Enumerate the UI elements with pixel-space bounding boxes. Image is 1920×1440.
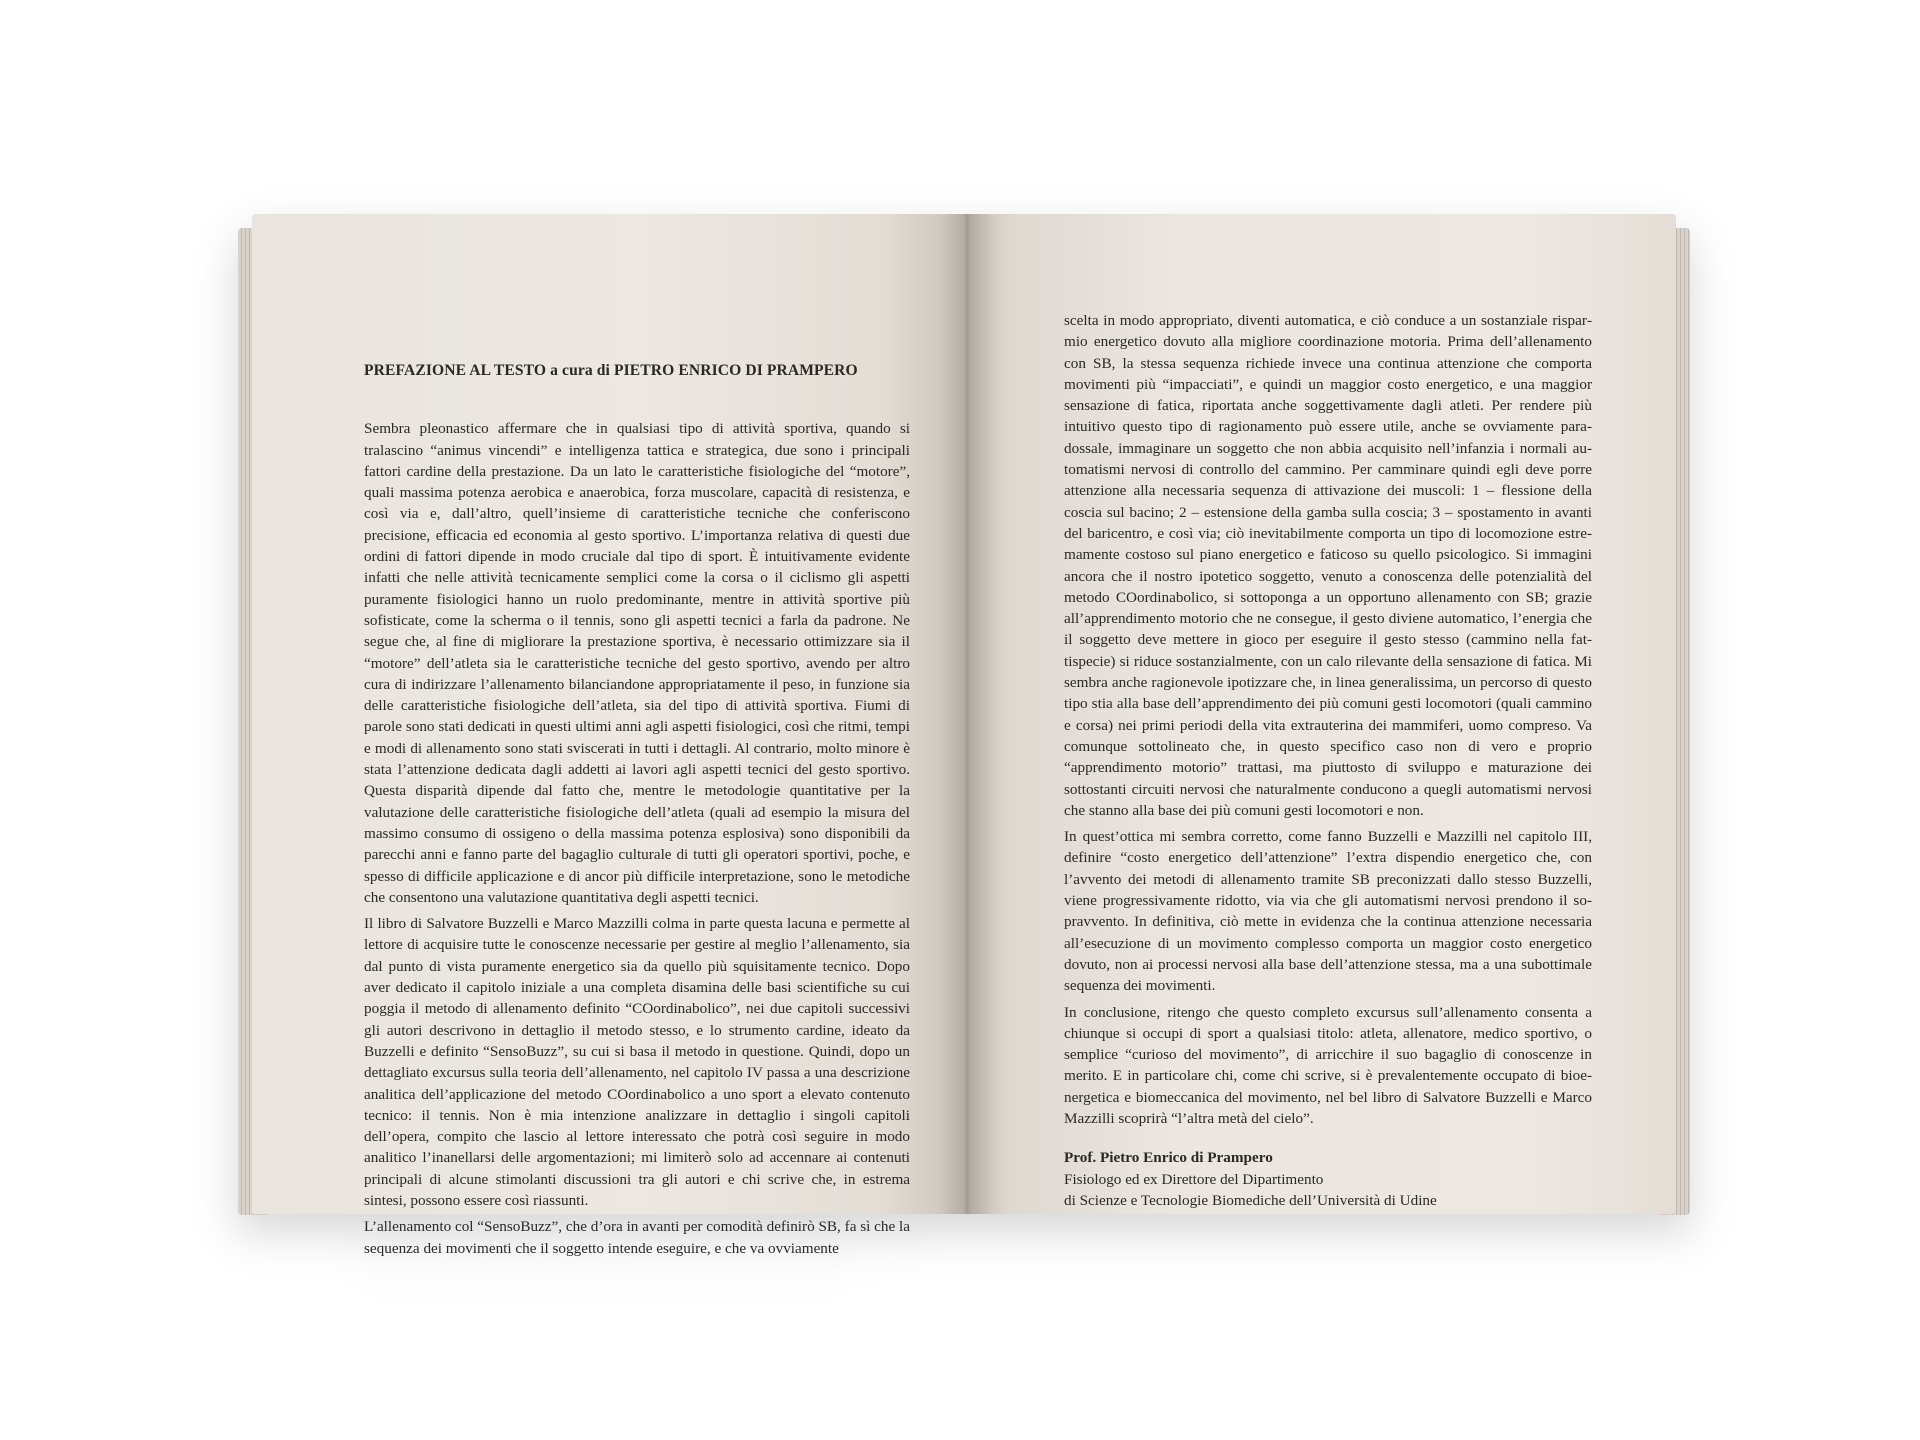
signature-block <box>1064 1147 1592 1211</box>
preface-heading: PREFAZIONE AL TESTO a cura di PIETRO ENRICO DI PRAMPERO <box>364 362 858 379</box>
left-paragraph-2: Il libro di Salvatore Buzzelli e Marco Mazzilli colma in parte questa lacuna e permette al lettore di acquisire tutte le conoscenze necessarie per gestire al meglio l’allenamento, sia dal punto di vista puramente energetico sia da quello più squisitamente tecnico. Dopo aver dedicato il capitolo iniziale a una completa disamina delle basi scientifiche su cui poggia il metodo di allenamento definito “COordinabolico”, nei due capitoli successivi gli autori descrivono in dettaglio il metodo stesso, e lo strumento cardine, ideato da Buzzelli e definito “SensoBuzz”, su cui si basa il metodo in questione. Quindi, dopo un dettagliato excursus sulla teoria dell’allenamento, nel capitolo IV passa a una descrizione analitica dell’applicazione del metodo COordinabolico a uno sport a elevato contenuto tecnico: il tennis. Non è mia intenzione analizzare in dettaglio i singoli capitoli dell’opera, compito che lascio al lettore interessato che potrà così seguire in modo analitico l’inanellarsi delle argomentazioni; mi limiterò solo ad accennare ai contenuti principali di alcune stimolanti discussioni tra gli autori e chi scrive che, in estrema sintesi, possono essere così riassunti. <box>364 915 910 1209</box>
right-paragraph-1: scelta in modo appropriato, diventi automatica, e ciò conduce a un sostanziale risparmio energetico dovuto alla migliore coordinazione motoria. Prima dell’allenamento con SB, la stessa sequenza richiede invece una continua attenzione che comporta movimenti più “impacciati”, e quindi un maggior costo energetico, e una maggior sensazione di fatica, riportata anche soggettivamente dagli atleti. Per rendere più intuitivo questo tipo di ragionamento può essere utile, anche se ovviamente paradossale, immaginare un soggetto che non abbia acquisito nell’infanzia i normali automatismi nervosi di controllo del cammino. Per camminare quindi egli deve porre attenzione alla necessaria sequenza di attivazione dei muscoli: 1 – flessione della coscia sul bacino; 2 – estensione della gamba sulla coscia; 3 – spostamento in avanti del baricentro, e così via; ciò inevitabilmente comporta un tipo di locomozione estremamente costoso sul piano energetico e faticoso su quello psicologico. Si immagini ancora che il nostro ipotetico soggetto, venuto a conoscenza delle potenzialità del metodo COordinabolico, si sottoponga a un opportuno allenamento con SB; grazie all’apprendimento motorio che ne consegue, il gesto diviene automatico, l’energia che il soggetto deve mettere in gioco per eseguire il gesto stesso (cammino nella fattispecie) si riduce sostanzialmente, con un calo rilevante della sensazione di fatica. Mi sembra anche ragionevole ipotizzare che, in linea generalissima, un percorso di questo tipo stia alla base dell’apprendimento dei più comuni gesti locomotori (quali cammino e corsa) nei primi periodi della vita extrauterina dei mammiferi, uomo compreso. Va comunque sottolineato che, in questo specifico caso non di vero e proprio “apprendimento motorio” trattasi, ma piuttosto di sviluppo e maturazione dei sottostanti circuiti nervosi che naturalmente conducono a quegli automatismi nervosi che stanno alla base dei più comuni gesti locomotori e non. <box>1064 312 1592 819</box>
right-page-text <box>1064 310 1592 1211</box>
left-page <box>252 214 966 1257</box>
right-paragraph-2: In quest’ottica mi sembra corretto, come fanno Buzzelli e Mazzilli nel capitolo III, definire “costo energetico dell’attenzione” l’extra dispendio energetico che, con l’avvento dei metodi di allenamento tramite SB preconizzati dallo stesso Buzzelli, viene progressivamente ridotto, via via che gli automatismi nervosi prendono il sopravvento. In definitiva, ciò mette in evidenza che la continua attenzione necessaria all’esecuzione di un movimento complesso comporta un maggior costo energetico dovuto, non ai processi nervosi alla base dell’attenzione stessa, ma a una subottimale sequenza dei movimenti. <box>1064 828 1592 995</box>
left-page-text <box>364 360 910 1264</box>
left-paragraph-1: Sembra pleonastico affermare che in qualsiasi tipo di attività sportiva, quando si tralascino “animus vincendi” e intelligenza tattica e strategica, due sono i principali fattori cardine della prestazione. Da un lato le caratteristiche fisiologiche del “motore”, quali massima potenza aerobica e anaerobica, forza muscolare, capacità di resistenza, e così via e, dall’altro, quell’insieme di caratteristiche tecniche che conferiscono precisione, efficacia ed economia al gesto sportivo. L’importanza relativa di questi due ordini di fattori dipende in modo cruciale dal tipo di sport. È intuitivamente evidente infatti che nelle attività tecnicamente semplici come la corsa o il ciclismo gli aspetti puramente fisiologici hanno un ruolo predominante, mentre in attività sportive più sofisticate, come la scherma o il tennis, sono gli aspetti tecnici a farla da padrone. Ne segue che, al fine di migliorare la prestazione sportiva, è necessario ottimizzare sia il “motore” dell’atleta sia le caratteristiche tecniche del gesto sportivo, avendo per altro cura di indirizzare l’allenamento bilanciandone appropriatamente il peso, in funzione sia delle caratteristiche fisiologiche dell’atleta, sia del tipo di attività sportiva. Fiumi di parole sono stati dedicati in questi ultimi anni agli aspetti fisiologici, così che ritmi, tempi e modi di allenamento sono stati sviscerati in tutti i dettagli. Al contrario, molto minore è stata l’attenzione dedicata dagli addetti ai lavori agli aspetti tecnici del gesto sportivo. Questa disparità dipende dal fatto che, mentre le metodologie quantitative per la valutazione delle caratteristiche fisiologiche dell’atleta (quali ad esempio la misura del massimo consumo di ossigeno o della massima potenza esplosiva) sono disponibili da parecchi anni e fanno parte del bagaglio culturale di tutti gli operatori sportivi, poche, e spesso di difficile applicazione e di ancor più difficile interpretazione, sono le metodiche che consentono una valutazione quantitativa degli aspetti tecnici. <box>364 420 910 906</box>
right-paragraph-3: In conclusione, ritengo che questo completo excursus sull’allenamento consenta a chiunque si occupi di sport a qualsiasi titolo: atleta, allenatore, medico sportivo, o semplice “curioso del movimento”, di arricchire il suo bagaglio di conoscenze in merito. E in particolare chi, come chi scrive, si è prevalentemente occupato di bioenergetica e biomeccanica del movimento, nel bel libro di Salvatore Buzzelli e Marco Mazzilli scoprirà “l’altra metà del cielo”. <box>1064 1003 1592 1127</box>
open-book <box>238 214 1690 1257</box>
signature-title-line-2: di Scienze e Tecnologie Biomediche dell’Università di Udine <box>1064 1191 1437 1209</box>
right-page <box>966 214 1676 1214</box>
left-paragraph-3: L’allenamento col “SensoBuzz”, che d’ora in avanti per comodità definirò SB, fa sì che la sequenza dei movimenti che il soggetto intende eseguire, e che va ovviamente <box>364 1218 910 1257</box>
signature-title-line-1: Fisiologo ed ex Direttore del Dipartimento <box>1064 1170 1324 1188</box>
signature-name: Prof. Pietro Enrico di Prampero <box>1064 1149 1273 1167</box>
